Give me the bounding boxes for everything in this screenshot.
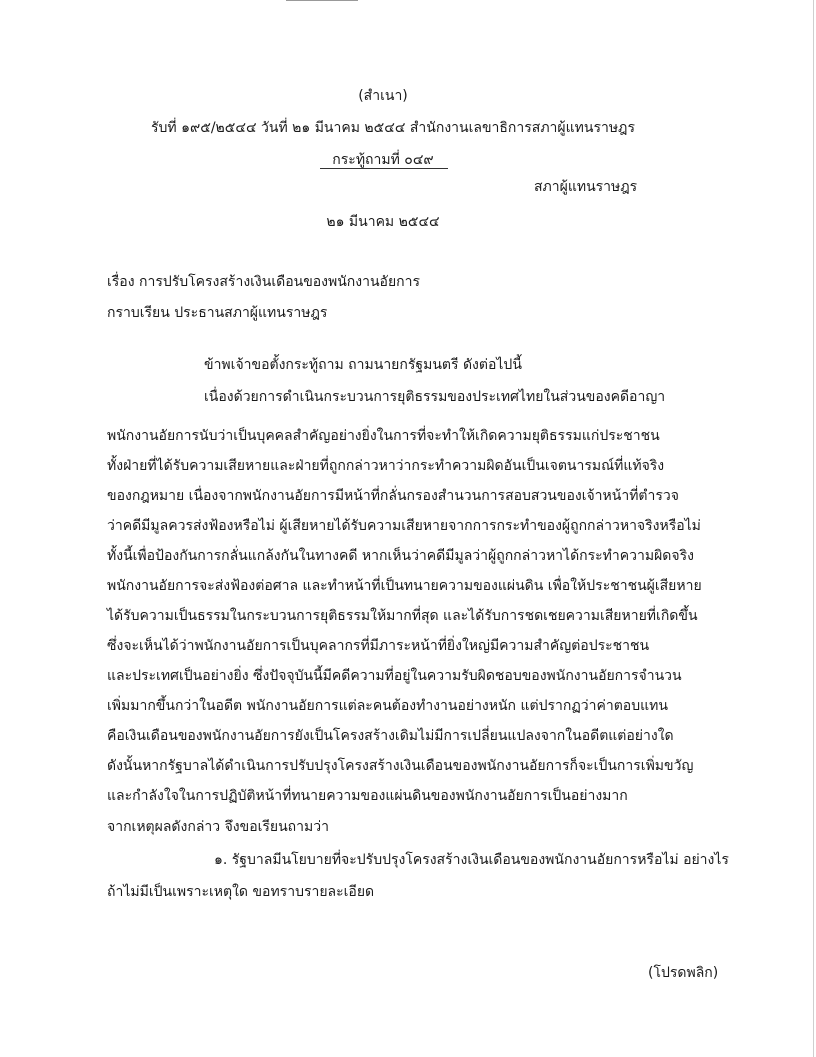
copy-mark: (สำเนา) [358, 88, 408, 104]
body-line: ว่าคดีมีมูลควรส่งฟ้องหรือไม่ ผู้เสียหายได้รับความเสียหายจากการกระทำของผู้ถูกกล่าวหาจริงหรือไม่ [107, 518, 701, 534]
question-number: กระทู้ถามที่ ๐๔๙ [332, 152, 434, 168]
body-line: พนักงานอัยการนับว่าเป็นบุคคลสำคัญอย่างยิ่งในการที่จะทำให้เกิดความยุติธรรมแก่ประชาชน [107, 428, 660, 444]
body-line: ทั้งฝ่ายที่ได้รับความเสียหายและฝ่ายที่ถูกกล่าวหาว่ากระทำความผิดอันเป็นเจตนารมณ์ที่แท้จริง [107, 458, 665, 474]
page-edge [813, 0, 814, 1057]
body-line: คือเงินเดือนของพนักงานอัยการยังเป็นโครงสร้างเดิมไม่มีการเปลี่ยนแปลงจากในอดีตแต่อย่างใด [107, 728, 674, 744]
salutation-line: กราบเรียน ประธานสภาผู้แทนราษฎร [107, 305, 328, 321]
body-line: ได้รับความเป็นธรรมในกระบวนการยุติธรรมให้มากที่สุด และได้รับการชดเชยความเสียหายที่เกิดขึ้น [107, 608, 698, 624]
document-date: ๒๑ มีนาคม ๒๕๔๔ [326, 214, 440, 230]
house-name: สภาผู้แทนราษฎร [534, 179, 638, 195]
subject-line: เรื่อง การปรับโครงสร้างเงินเดือนของพนักงานอัยการ [107, 274, 421, 290]
question-item-1: ๑. รัฐบาลมีนโยบายที่จะปรับปรุงโครงสร้างเงินเดือนของพนักงานอัยการหรือไม่ อย่างไร [214, 852, 729, 868]
turn-over-note: (โปรดพลิก) [648, 965, 719, 981]
question-item-1-continued: ถ้าไม่มีเป็นเพราะเหตุใด ขอทราบรายละเอียด [107, 884, 375, 900]
top-rule [286, 0, 358, 1]
intro-paragraph: ข้าพเจ้าขอตั้งกระทู้ถาม ถามนายกรัฐมนตรี ดังต่อไปนี้ [204, 357, 522, 373]
body-line: ของกฎหมาย เนื่องจากพนักงานอัยการมีหน้าที่กลั่นกรองสำนวนการสอบสวนของเจ้าหน้าที่ตำรวจ [107, 488, 679, 504]
body-line: ดังนั้นหากรัฐบาลได้ดำเนินการปรับปรุงโครงสร้างเงินเดือนของพนักงานอัยการก็จะเป็นการเพิ่มขวัญ [107, 758, 694, 774]
receipt-line: รับที่ ๑๙๕/๒๕๔๔ วันที่ ๒๑ มีนาคม ๒๕๔๔ สำนักงานเลขาธิการสภาผู้แทนราษฎร [151, 120, 635, 136]
body-line: ซึ่งจะเห็นได้ว่าพนักงานอัยการเป็นบุคลากรที่มีภาระหน้าที่ยิ่งใหญ่มีความสำคัญต่อประชาชน [107, 638, 650, 654]
body-line: และประเทศเป็นอย่างยิ่ง ซึ่งปัจจุบันนี้มีคดีความที่อยู่ในความรับผิดชอบของพนักงานอัยการจำนวน [107, 668, 682, 684]
body-line: และกำลังใจในการปฏิบัติหน้าที่ทนายความของแผ่นดินของพนักงานอัยการเป็นอย่างมาก [107, 788, 628, 804]
question-number-underline [320, 168, 448, 169]
body-line: เนื่องด้วยการดำเนินกระบวนการยุติธรรมของประเทศไทยในส่วนของคดีอาญา [204, 389, 666, 405]
body-line: เพิ่มมากขึ้นกว่าในอดีต พนักงานอัยการแต่ละคนต้องทำงานอย่างหนัก แต่ปรากฏว่าค่าตอบแทน [107, 698, 668, 714]
body-line: ทั้งนี้เพื่อป้องกันการกลั่นแกล้งกันในทางคดี หากเห็นว่าคดีมีมูลว่าผู้ถูกกล่าวหาได้กระทำความผิดจริง [107, 548, 694, 564]
body-line: พนักงานอัยการจะส่งฟ้องต่อศาล และทำหน้าที่เป็นทนายความของแผ่นดิน เพื่อให้ประชาชนผู้เสียหาย [107, 578, 702, 594]
body-line: จากเหตุผลดังกล่าว จึงขอเรียนถามว่า [107, 819, 329, 835]
